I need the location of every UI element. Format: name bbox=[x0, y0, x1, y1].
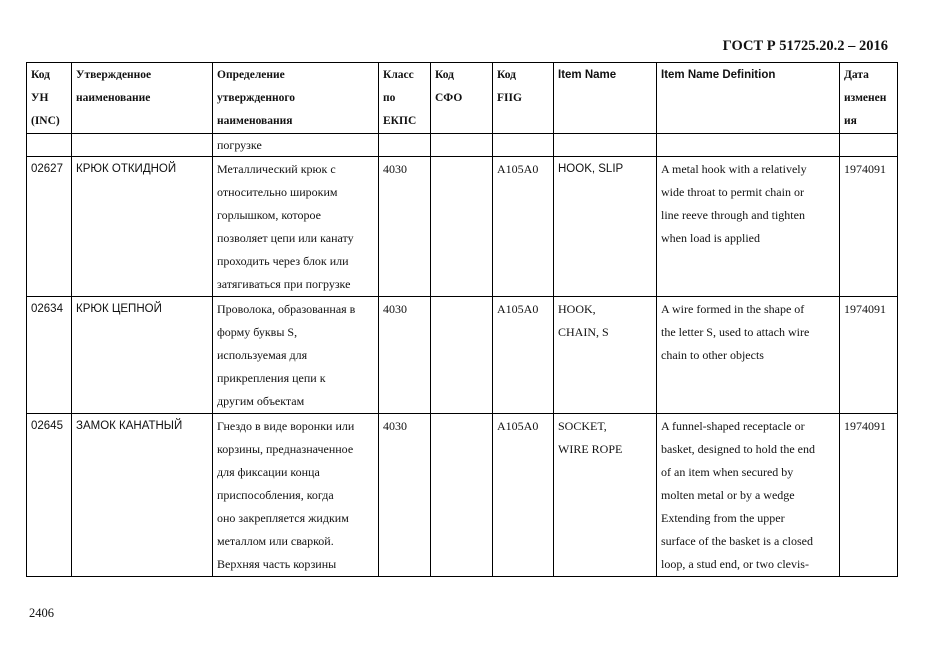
cell-sfo-code bbox=[431, 414, 493, 577]
cell-approved-name: КРЮК ЦЕПНОЙ bbox=[72, 297, 213, 414]
cell-change-date: 1974091 bbox=[840, 297, 898, 414]
cell-empty bbox=[554, 134, 657, 157]
col-header-item-name-definition: Item Name Definition bbox=[657, 63, 840, 134]
cell-item-name-definition: A metal hook with a relatively wide throat to permit chain or line reeve through and tighten when load is applied bbox=[657, 157, 840, 297]
cell-empty bbox=[431, 134, 493, 157]
cell-class: 4030 bbox=[379, 297, 431, 414]
table-header-row bbox=[27, 63, 898, 134]
cell-class: 4030 bbox=[379, 414, 431, 577]
cell-empty bbox=[657, 134, 840, 157]
col-header-class: Класс по ЕКПС bbox=[379, 63, 431, 134]
document-standard-header: ГОСТ Р 51725.20.2 – 2016 bbox=[722, 38, 888, 54]
cell-empty bbox=[379, 134, 431, 157]
cell-definition: Проволока, образованная в форму буквы S, используемая для прикрепления цепи к другим объектам bbox=[213, 297, 379, 414]
page-number: 2406 bbox=[29, 606, 54, 620]
cell-inc-code: 02627 bbox=[27, 157, 72, 297]
cell-item-name-definition: A funnel-shaped receptacle or basket, designed to hold the end of an item when secured by molten metal or by a wedge Extending from the upper surface of the basket is a closed loop, a stud end, or two clevis- bbox=[657, 414, 840, 577]
cell-item-name: HOOK, SLIP bbox=[554, 157, 657, 297]
cell-empty bbox=[493, 134, 554, 157]
cell-fiig-code: A105A0 bbox=[493, 297, 554, 414]
cell-change-date: 1974091 bbox=[840, 414, 898, 577]
cell-class: 4030 bbox=[379, 157, 431, 297]
cell-item-name: SOCKET, WIRE ROPE bbox=[554, 414, 657, 577]
cell-empty bbox=[840, 134, 898, 157]
cell-definition: Гнездо в виде воронки или корзины, предназначенное для фиксации конца приспособления, когда оно закрепляется жидким металлом или сваркой. Верхняя часть корзины bbox=[213, 414, 379, 577]
cell-definition: погрузке bbox=[213, 134, 379, 157]
col-header-fiig-code: Код FIIG bbox=[493, 63, 554, 134]
cell-empty bbox=[72, 134, 213, 157]
cell-item-name-definition: A wire formed in the shape of the letter S, used to attach wire chain to other objects bbox=[657, 297, 840, 414]
cell-definition: Металлический крюк с относительно широким горлышком, которое позволяет цепи или канату проходить через блок или затягиваться при погрузке bbox=[213, 157, 379, 297]
col-header-item-name: Item Name bbox=[554, 63, 657, 134]
cell-inc-code: 02634 bbox=[27, 297, 72, 414]
table-row-continuation bbox=[27, 134, 898, 157]
col-header-sfo-code: Код СФО bbox=[431, 63, 493, 134]
cell-fiig-code: A105A0 bbox=[493, 414, 554, 577]
col-header-approved-name: Утвержденное наименование bbox=[72, 63, 213, 134]
cell-item-name: HOOK, CHAIN, S bbox=[554, 297, 657, 414]
cell-approved-name: ЗАМОК КАНАТНЫЙ bbox=[72, 414, 213, 577]
col-header-inc-code: Код УН (INC) bbox=[27, 63, 72, 134]
cell-approved-name: КРЮК ОТКИДНОЙ bbox=[72, 157, 213, 297]
table-row bbox=[27, 157, 898, 297]
cell-empty bbox=[27, 134, 72, 157]
cell-sfo-code bbox=[431, 157, 493, 297]
inc-table bbox=[26, 62, 898, 577]
cell-inc-code: 02645 bbox=[27, 414, 72, 577]
col-header-definition: Определение утвержденного наименования bbox=[213, 63, 379, 134]
col-header-change-date: Дата изменен ия bbox=[840, 63, 898, 134]
cell-fiig-code: A105A0 bbox=[493, 157, 554, 297]
table-row bbox=[27, 414, 898, 577]
cell-change-date: 1974091 bbox=[840, 157, 898, 297]
table-row bbox=[27, 297, 898, 414]
cell-sfo-code bbox=[431, 297, 493, 414]
